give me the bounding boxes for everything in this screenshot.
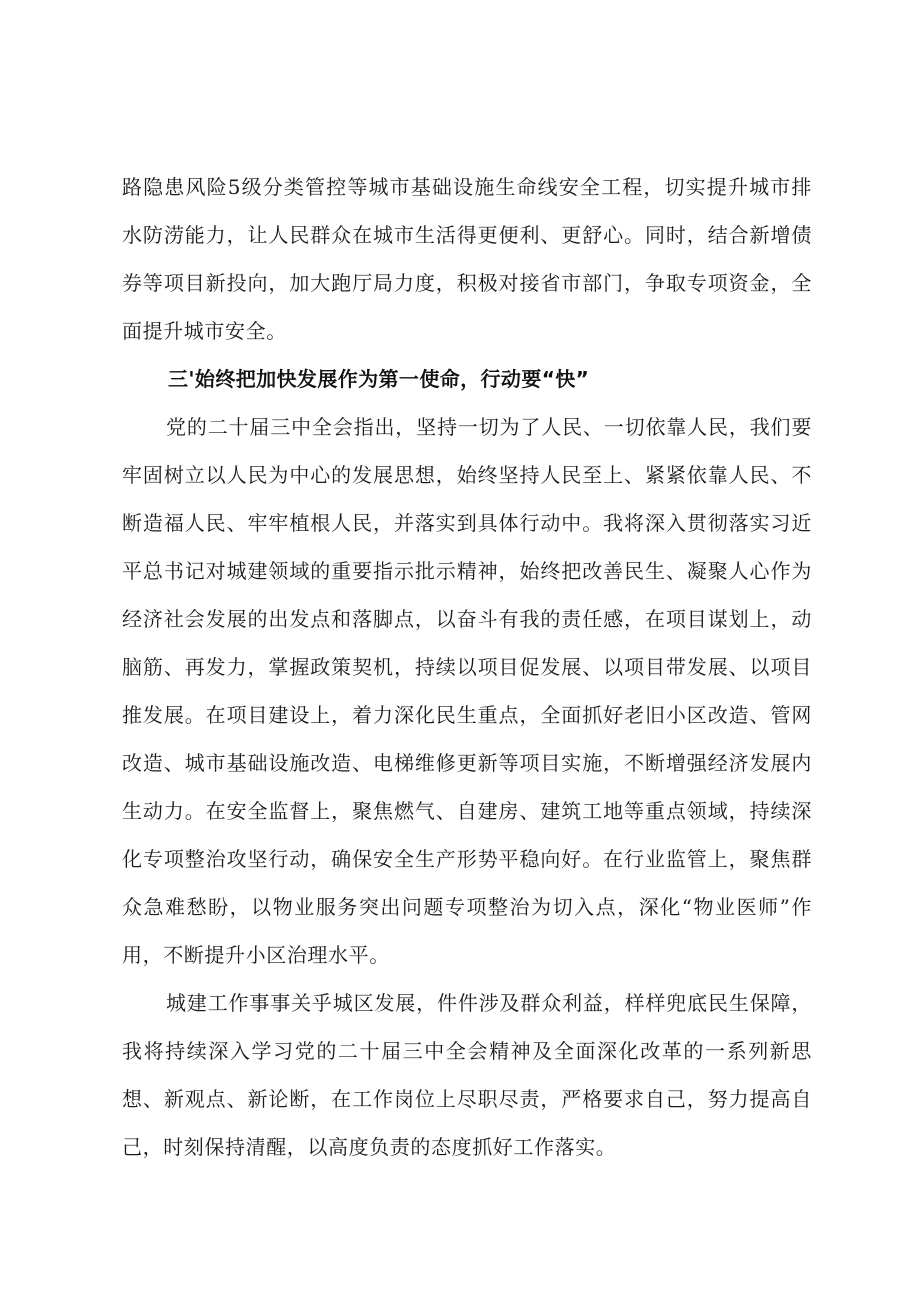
paragraph-closing-commitment: 城建工作事事关乎城区发展，件件涉及群众利益，样样兜底民生保障，我将持续深入学习党的二十届三中全会精神及全面深化改革的一系列新思想、新观点、新论断，在工作岗位上尽职尽责，严格要求自己，努力提高自己，时刻保持清醒，以高度负责的态度抓好工作落实。 bbox=[122, 991, 812, 1159]
section-heading: 三'始终把加快发展作为第一使命，行动要“快” bbox=[168, 367, 590, 391]
document-body bbox=[122, 163, 812, 1171]
paragraph-continuation: 路隐患风险5级分类管控等城市基础设施生命线安全工程，切实提升城市排水防涝能力，让人民群众在城市生活得更便利、更舒心。同时，结合新增债券等项目新投向，加大跑厅局力度，积极对接省市部门，争取专项资金，全面提升城市安全。 bbox=[122, 175, 812, 343]
paragraph-people-centered-development: 党的二十届三中全会指出，坚持一切为了人民、一切依靠人民，我们要牢固树立以人民为中心的发展思想，始终坚持人民至上、紧紧依靠人民、不断造福人民、牢牢植根人民，并落实到具体行动中。我将深入贯彻落实习近平总书记对城建领域的重要指示批示精神，始终把改善民生、凝聚人心作为经济社会发展的出发点和落脚点，以奋斗有我的责任感，在项目谋划上，动脑筋、再发力，掌握政策契机，持续以项目促发展、以项目带发展、以项目推发展。在项目建设上，着力深化民生重点，全面抓好老旧小区改造、管网改造、城市基础设施改造、电梯维修更新等项目实施，不断增强经济发展内生动力。在安全监督上，聚焦燃气、自建房、建筑工地等重点领域，持续深化专项整治攻坚行动，确保安全生产形势平稳向好。在行业监管上，聚焦群众急难愁盼，以物业服务突出问题专项整治为切入点，深化“物业医师”作用，不断提升小区治理水平。 bbox=[122, 415, 812, 967]
